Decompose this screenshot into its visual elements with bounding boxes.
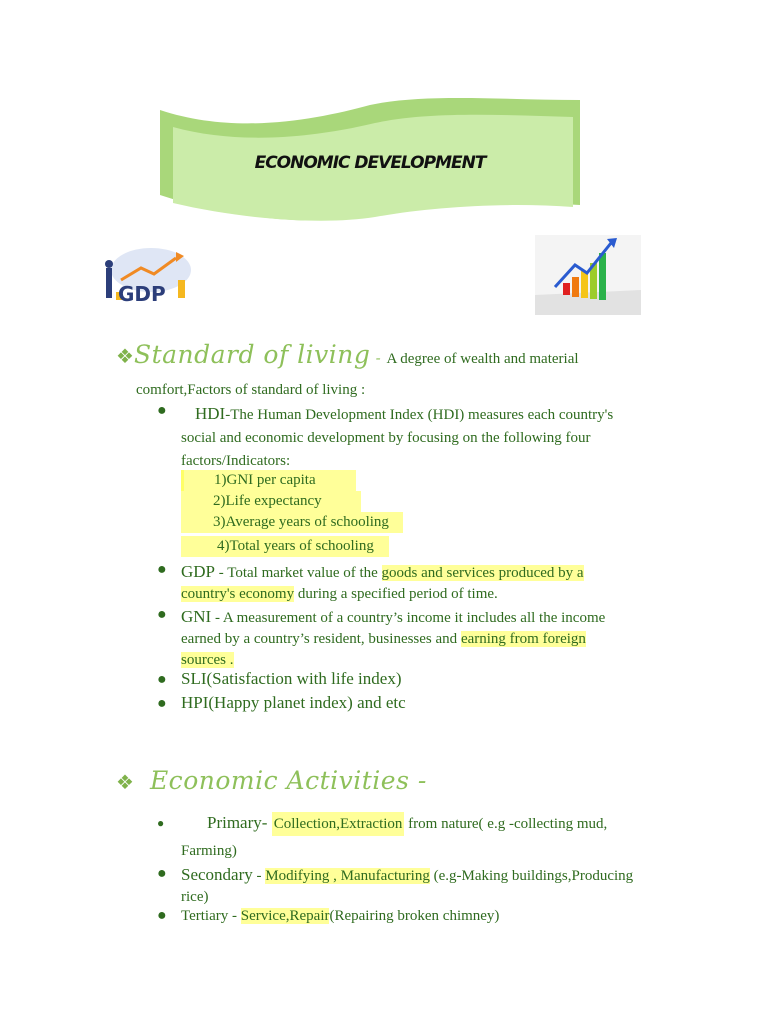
hpi-item: HPI(Happy planet index) and etc xyxy=(181,693,406,712)
primary-text-a: from nature( e.g -collecting mud, xyxy=(404,816,608,832)
gni-highlight-2: sources . xyxy=(181,652,234,668)
standard-of-living-intro-cont: comfort,Factors of standard of living : xyxy=(136,382,366,398)
bullet-icon: ● xyxy=(157,907,167,924)
hdi-term: HDI xyxy=(195,404,226,423)
hdi-text-1: -The Human Development Index (HDI) measures each country's xyxy=(225,407,614,423)
gdp-text-b: during a specified period of time. xyxy=(294,586,498,602)
diamond-bullet-icon: ❖ xyxy=(116,346,134,368)
primary-term: Primary xyxy=(207,813,262,832)
bullet-icon: ● xyxy=(157,402,167,419)
title-banner xyxy=(155,95,585,225)
secondary-item xyxy=(181,864,701,908)
tertiary-dash: - xyxy=(228,908,241,924)
sli-item: SLI(Satisfaction with life index) xyxy=(181,669,402,688)
tertiary-term: Tertiary xyxy=(181,908,229,924)
growth-chart-illustration xyxy=(535,235,641,315)
section-economic-activities-heading xyxy=(116,766,427,795)
standard-of-living-title: Standard of living xyxy=(133,340,371,369)
gdp-illustration xyxy=(96,240,196,306)
hdi-text-3: factors/Indicators: xyxy=(181,453,291,469)
secondary-text-b: rice) xyxy=(181,889,209,905)
standard-of-living-intro: A degree of wealth and material xyxy=(386,351,579,367)
primary-highlight: Collection,Extraction xyxy=(272,812,405,836)
diamond-bullet-icon: ❖ xyxy=(116,772,134,794)
primary-item xyxy=(181,812,701,862)
bullet-icon: ● xyxy=(157,865,167,882)
heading-dash: - xyxy=(370,349,387,367)
bullet-icon: ● xyxy=(157,671,167,688)
gni-term: GNI xyxy=(181,607,212,626)
bullet-icon: ● xyxy=(157,561,167,578)
gdp-image-label: GDP xyxy=(118,282,166,306)
gdp-term: GDP xyxy=(181,562,216,581)
primary-dash: - xyxy=(261,813,272,832)
secondary-text-a: (e.g-Making buildings,Producing xyxy=(429,868,634,884)
primary-text-b: Farming) xyxy=(181,843,237,859)
gdp-item xyxy=(181,561,701,605)
secondary-term: Secondary xyxy=(181,865,253,884)
hdi-text-2: social and economic development by focusing on the following four xyxy=(181,430,591,446)
secondary-dash: - xyxy=(252,868,266,884)
indicator-item: 4)Total years of schooling xyxy=(181,536,389,557)
bullet-icon: ● xyxy=(157,816,165,830)
bullet-icon: ● xyxy=(157,695,167,712)
indicator-item: 2)Life expectancy xyxy=(181,491,361,512)
banner-title: ECONOMIC DEVELOPMENT xyxy=(254,153,486,173)
gni-item xyxy=(181,606,701,671)
gdp-highlight-1: goods and services produced by a xyxy=(381,565,584,581)
secondary-highlight: Modifying , Manufacturing xyxy=(265,868,430,884)
gdp-text-a: - Total market value of the xyxy=(215,565,382,581)
hdi-indicators-list xyxy=(181,470,403,557)
gni-highlight-1: earning from foreign xyxy=(460,631,586,647)
tertiary-text-a: (Repairing broken chimney) xyxy=(329,908,500,924)
indicator-item: 1)GNI per capita xyxy=(181,470,356,491)
gni-text-2: earned by a country’s resident, businesses and xyxy=(181,631,461,647)
bullet-icon: ● xyxy=(157,606,167,623)
tertiary-item xyxy=(181,906,701,927)
section-standard-of-living-heading xyxy=(116,340,676,370)
indicator-item: 3)Average years of schooling xyxy=(181,512,403,533)
economic-activities-title: Economic Activities - xyxy=(149,766,427,795)
gdp-highlight-2: country's economy xyxy=(181,586,295,602)
gni-text-1: - A measurement of a country’s income it includes all the income xyxy=(211,610,606,626)
hdi-item xyxy=(181,403,681,472)
tertiary-highlight: Service,Repair xyxy=(240,908,330,924)
